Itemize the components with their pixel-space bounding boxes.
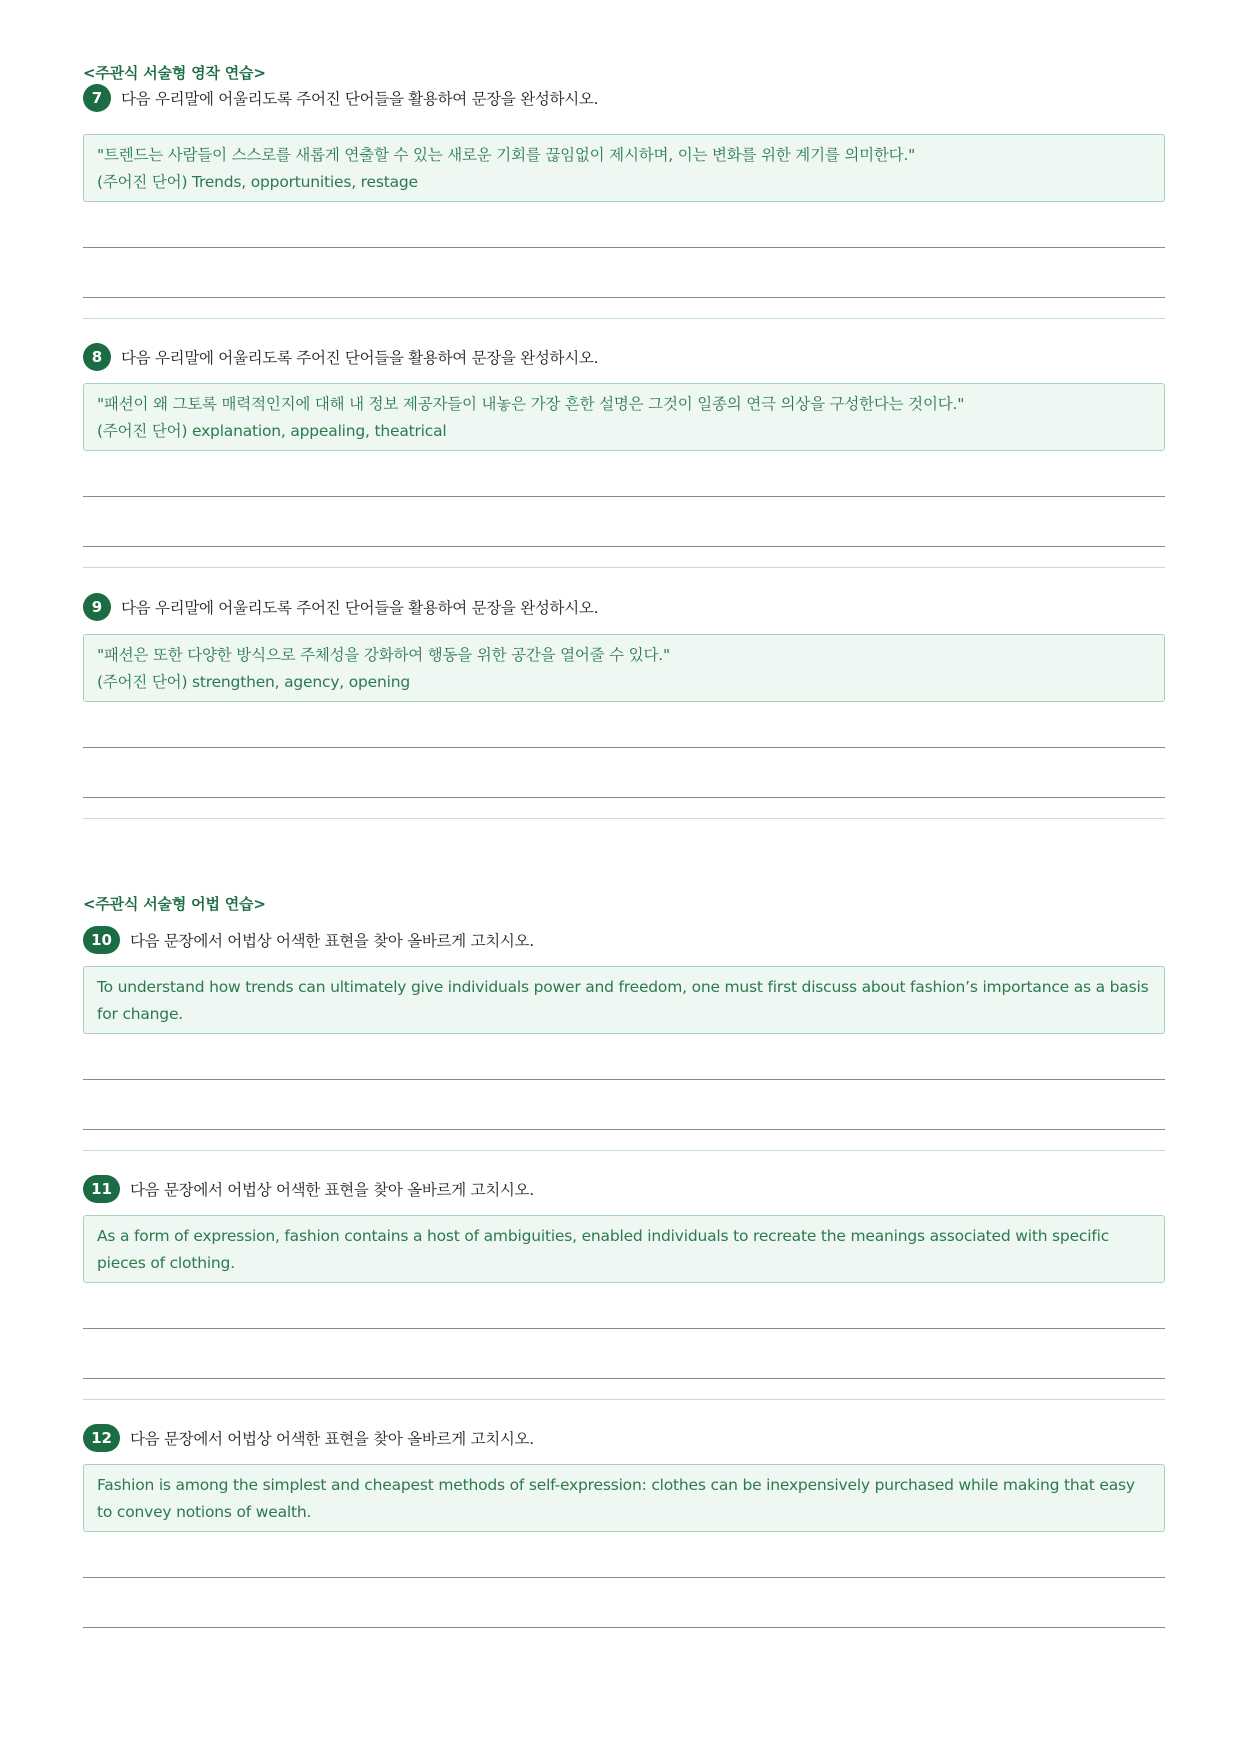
korean-sentence: "트렌드는 사람들이 스스로를 새롭게 연출할 수 있는 새로운 기회를 끊임없이 제시하며, 이는 변화를 위한 계기를 의미한다." (97, 146, 916, 164)
korean-sentence: "패션은 또한 다양한 방식으로 주체성을 강화하여 행동을 위한 공간을 열어줄 수 있다." (97, 646, 670, 664)
question-instruction: 다음 문장에서 어법상 어색한 표현을 찾아 올바르게 고치시오. (130, 1430, 534, 1448)
question-number-badge: 10 (83, 926, 120, 954)
question-box-11 (83, 1215, 1165, 1283)
question-number-badge: 8 (83, 343, 111, 371)
given-words: (주어진 단어) strengthen, agency, opening (97, 673, 411, 691)
question-box-9 (83, 634, 1165, 702)
section-title-composition: <주관식 서술형 영작 연습> (83, 64, 266, 82)
question-number-badge: 11 (83, 1175, 120, 1203)
answer-line[interactable] (83, 1577, 1165, 1578)
grammar-sentence: As a form of expression, fashion contains a host of ambiguities, enabled individuals to recreate the meanings associated with specific pieces of clothing. (97, 1227, 1110, 1272)
answer-line[interactable] (83, 546, 1165, 547)
question-instruction: 다음 문장에서 어법상 어색한 표현을 찾아 올바르게 고치시오. (130, 1181, 534, 1199)
answer-line[interactable] (83, 1079, 1165, 1080)
grammar-sentence: Fashion is among the simplest and cheapest methods of self-expression: clothes can be inexpensively purchased while making that easy to convey notions of wealth. (97, 1476, 1135, 1521)
question-instruction: 다음 우리말에 어울리도록 주어진 단어들을 활용하여 문장을 완성하시오. (121, 90, 599, 108)
grammar-sentence: To understand how trends can ultimately give individuals power and freedom, one must first discuss about fashion’s importance as a basis for change. (97, 978, 1149, 1023)
question-number-badge: 7 (83, 84, 111, 112)
question-number-badge: 9 (83, 593, 111, 621)
question-instruction: 다음 우리말에 어울리도록 주어진 단어들을 활용하여 문장을 완성하시오. (121, 349, 599, 367)
korean-sentence: "패션이 왜 그토록 매력적인지에 대해 내 정보 제공자들이 내놓은 가장 흔한 설명은 그것이 일종의 연극 의상을 구성한다는 것이다." (97, 395, 965, 413)
question-instruction: 다음 우리말에 어울리도록 주어진 단어들을 활용하여 문장을 완성하시오. (121, 599, 599, 617)
question-instruction: 다음 문장에서 어법상 어색한 표현을 찾아 올바르게 고치시오. (130, 932, 534, 950)
section-divider (83, 1150, 1165, 1151)
section-divider (83, 567, 1165, 568)
question-header-9 (83, 593, 598, 621)
answer-line[interactable] (83, 496, 1165, 497)
section-divider (83, 818, 1165, 819)
given-words: (주어진 단어) explanation, appealing, theatrical (97, 422, 447, 440)
question-header-11 (83, 1175, 534, 1203)
answer-line[interactable] (83, 1328, 1165, 1329)
answer-line[interactable] (83, 247, 1165, 248)
question-header-10 (83, 926, 534, 954)
given-words: (주어진 단어) Trends, opportunities, restage (97, 173, 418, 191)
answer-line[interactable] (83, 1129, 1165, 1130)
answer-line[interactable] (83, 747, 1165, 748)
question-header-7 (83, 84, 598, 112)
answer-line[interactable] (83, 1627, 1165, 1628)
question-box-12 (83, 1464, 1165, 1532)
question-box-7 (83, 134, 1165, 202)
question-header-8 (83, 343, 598, 371)
answer-line[interactable] (83, 297, 1165, 298)
question-number-badge: 12 (83, 1424, 120, 1452)
answer-line[interactable] (83, 797, 1165, 798)
section-divider (83, 1399, 1165, 1400)
question-box-10 (83, 966, 1165, 1034)
answer-line[interactable] (83, 1378, 1165, 1379)
section-divider (83, 318, 1165, 319)
question-header-12 (83, 1424, 534, 1452)
section-title-grammar: <주관식 서술형 어법 연습> (83, 895, 266, 913)
question-box-8 (83, 383, 1165, 451)
